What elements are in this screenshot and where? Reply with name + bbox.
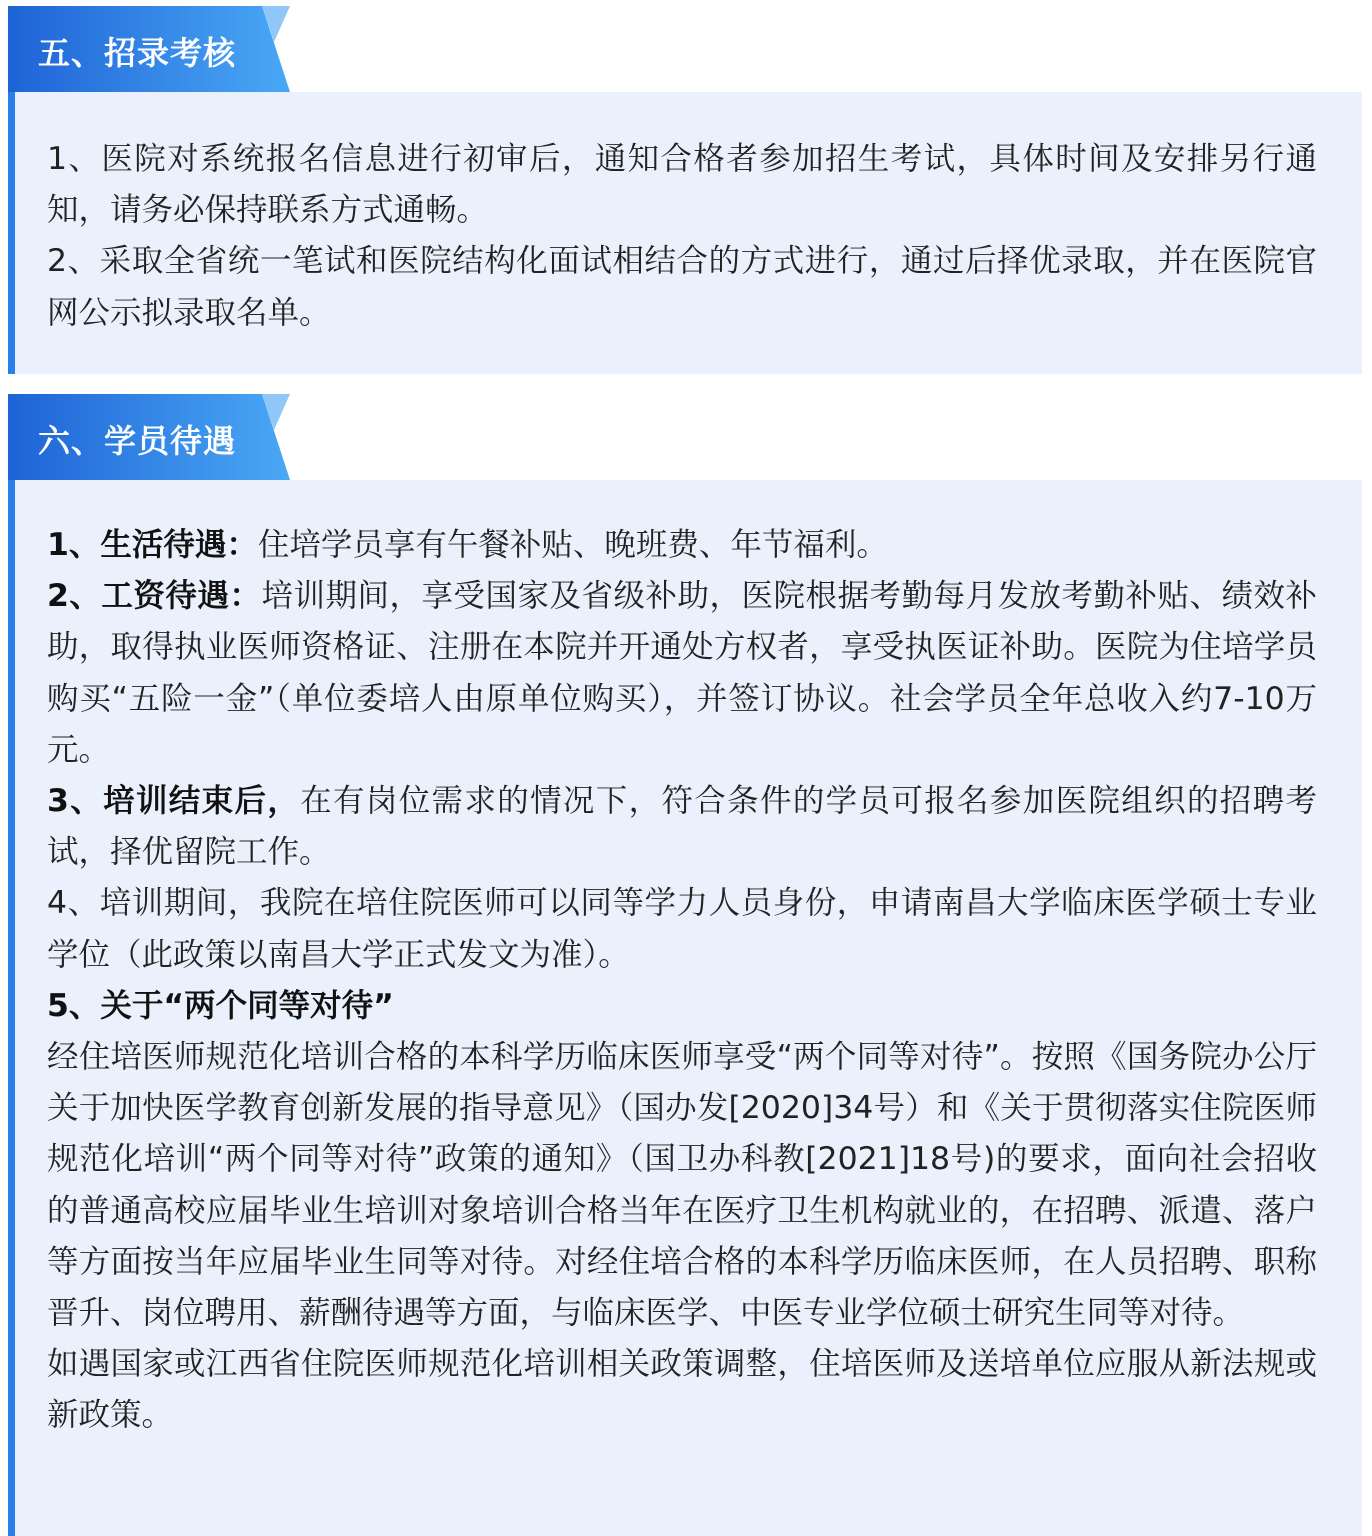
item-label: 3、培训结束后， xyxy=(47,783,301,820)
list-item xyxy=(47,520,1317,571)
section-header-tab xyxy=(8,6,290,92)
list-item: 4、培训期间，我院在培住院医师可以同等学力人员身份，申请南昌大学临床医学硕士专业学位（此政策以南昌大学正式发文为准）。 xyxy=(47,885,1317,973)
section-body xyxy=(47,134,1317,339)
list-item: 1、医院对系统报名信息进行初审后，通知合格者参加招生考试，具体时间及安排另行通知，请务必保持联系方式通畅。 xyxy=(47,141,1317,229)
item-text: 培训期间，享受国家及省级补助，医院根据考勤每月发放考勤补贴、绩效补助，取得执业医师资格证、注册在本院并开通处方权者，享受执医证补助。医院为住培学员购买“五险一金”（单位委培人由原单位购买），并签订协议。社会学员全年总收入约7-10万元。 xyxy=(47,578,1317,768)
section-title: 六、学员待遇 xyxy=(38,422,237,460)
list-item xyxy=(47,571,1317,776)
section-recruitment-assessment xyxy=(0,6,1372,376)
item-text: 住培学员享有午餐补贴、晚班费、年节福利。 xyxy=(257,527,888,563)
footer-note: 如遇国家或江西省住院医师规范化培训相关政策调整，住培医师及送培单位应服从新法规或新政策。 xyxy=(47,1346,1317,1434)
item-label: 2、工资待遇： xyxy=(47,578,262,615)
item-heading: 5、关于“两个同等对待” xyxy=(47,987,394,1024)
section-header-tab xyxy=(8,394,290,480)
list-item: 2、采取全省统一笔试和医院结构化面试相结合的方式进行，通过后择优录取，并在医院官网公示拟录取名单。 xyxy=(47,243,1317,331)
item-text: 在有岗位需求的情况下，符合条件的学员可报名参加医院组织的招聘考试，择优留院工作。 xyxy=(47,783,1317,871)
item-label: 1、生活待遇： xyxy=(47,527,258,563)
item-body: 经住培医师规范化培训合格的本科学历临床医师享受“两个同等对待”。按照《国务院办公厅关于加快医学教育创新发展的指导意见》（国办发[2020]34号）和《关于贯彻落实住院医师规范化培训“两个同等对待”政策的通知》（国卫办科教[2021]18号)的要求，面向社会招收的普通高校应届毕业生培训对象培训合格当年在医疗卫生机构就业的，在招聘、派遣、落户等方面按当年应届毕业生同等对待。对经住培合格的本科学历临床医师，在人员招聘、职称晋升、岗位聘用、薪酬待遇等方面，与临床医学、中医专业学位硕士研究生同等对待。 xyxy=(47,1039,1317,1332)
section-trainee-benefits xyxy=(0,394,1372,1536)
list-item xyxy=(47,776,1317,878)
section-title: 五、招录考核 xyxy=(38,34,237,72)
section-body xyxy=(47,520,1317,1442)
